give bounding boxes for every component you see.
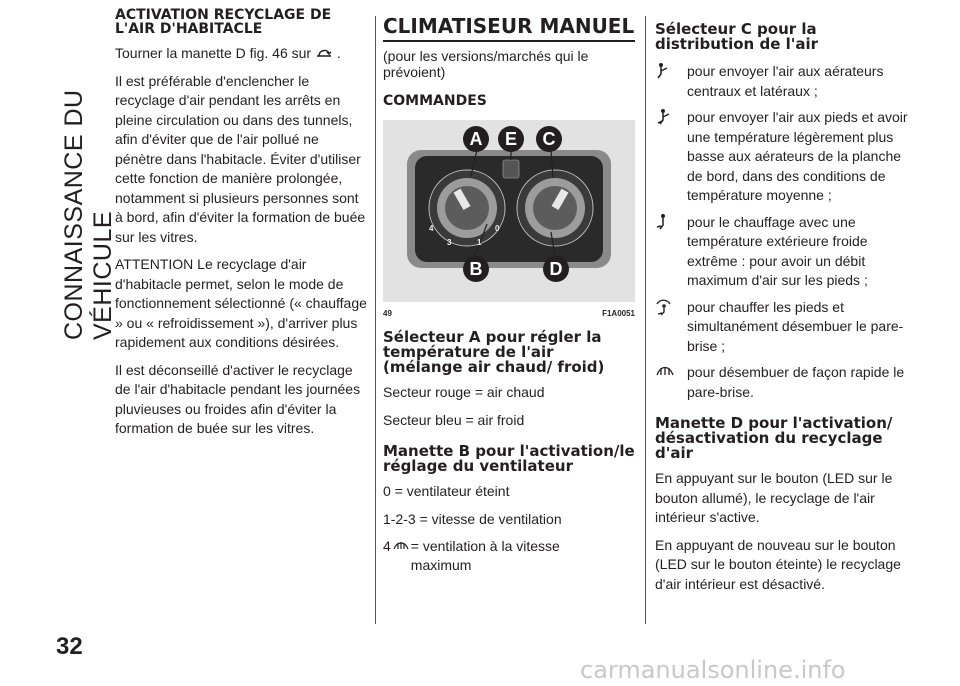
paragraph: Il est préférable d'enclencher le recyclage d'air pendant les arrêts en pleine circulation ou dans des tunnels, afin d'éviter que de l'air pollué ne pénètre dans l'habitacle. Éviter d'utiliser cette fonction de manière prolongée, notamment si plusieurs personnes sont à bord, afin d'éviter la formation de buée sur les vitres. [115,72,366,245]
paragraph: Secteur rouge = air chaud [383,384,545,400]
recirculation-heading: ACTIVATION RECYCLAGE DE L'AIR D'HABITACLE [115,7,332,37]
paragraph: Il est déconseillé d'activer le recyclage de l'air d'habitacle pendant les journées pluvieuses ou froides afin d'éviter la formation de buée sur les vitres. [115,361,361,436]
fan-max-line: 4 = ventilation à la vitesse maximum [383,538,560,573]
list-item: pour envoyer l'air aux aérateurs centraux et latéraux ; [655,62,917,101]
label-e: E [498,126,524,152]
knob-d-heading: Manette D pour l'activation/ désactivation du recyclage d'air [655,414,893,462]
subtitle: (pour les versions/marchés qui le prévoient) [383,48,589,80]
column-3 [655,8,917,602]
fan-tick-label: 3 [447,238,452,247]
commandes-heading: COMMANDES [383,93,487,109]
label-c: C [536,126,562,152]
column-2 [383,8,635,575]
face-feet-vent-icon [655,108,687,206]
list-item: pour désembuer de façon rapide le pare-brise. [655,363,917,402]
recirculation-icon [315,44,333,64]
feet-defrost-icon [655,298,687,357]
defrost-icon [391,537,411,575]
paragraph: 0 = ventilateur éteint [383,483,510,499]
side-section-title: CONNAISSANCE DU VÉHICULE [60,89,117,340]
fan-tick-label: 4 [429,224,434,233]
figure-number: 49 [383,309,392,318]
column-divider [645,16,646,624]
fan-tick-label: 0 [495,224,500,233]
paragraph: En appuyant de nouveau sur le bouton (LED sur le bouton éteinte) le recyclage d'air intérieur est désactivé. [655,536,901,592]
label-a: A [463,126,489,152]
paragraph: 1-2-3 = vitesse de ventilation [383,510,562,527]
knob-b-heading: Manette B pour l'activation/le réglage du ventilateur [383,442,635,475]
paragraph: En appuyant sur le bouton (LED sur le bouton allumé), le recyclage de l'air intérieur s'active. [655,470,893,525]
selector-c-heading: Sélecteur C pour la distribution de l'air [655,20,818,53]
watermark: carmanualsonline.info [580,656,846,684]
paragraph: ATTENTION Le recyclage d'air d'habitacle permet, selon le mode de fonctionnement sélectionné (« chauffage » ou « refroidissement »), d'arriver plus rapidement aux conditions désirées. [115,256,367,350]
face-vent-icon [655,62,687,101]
list-item: pour le chauffage avec une température extérieure froide extrême : pour avoir un débit maximum d'air sur les pieds ; [655,213,917,291]
defrost-icon [655,363,687,402]
title-rule [383,40,635,42]
column-1 [115,8,369,447]
selector-a-heading: Sélecteur A pour régler la température de l'air (mélange air chaud/ froid) [383,328,605,376]
list-item: pour envoyer l'air aux pieds et avoir une température légèrement plus basse aux aérateurs de la planche de bord, dans des conditions de température moyenne ; [655,108,917,206]
paragraph: Tourner la manette D fig. 46 sur . [115,44,369,64]
column-divider [375,16,376,624]
figure-caption [383,309,635,318]
fan-tick-label: 1 [477,238,482,247]
feet-vent-icon [655,213,687,291]
section-title: CLIMATISEUR MANUEL [383,14,635,38]
label-b: B [463,256,489,282]
page-number: 32 [56,633,83,660]
figure-code: F1A0051 [602,309,635,318]
list-item: pour chauffer les pieds et simultanément désembuer le pare-brise ; [655,298,917,357]
control-panel-figure [383,120,635,318]
paragraph: Secteur bleu = air froid [383,411,525,428]
label-d: D [543,256,569,282]
